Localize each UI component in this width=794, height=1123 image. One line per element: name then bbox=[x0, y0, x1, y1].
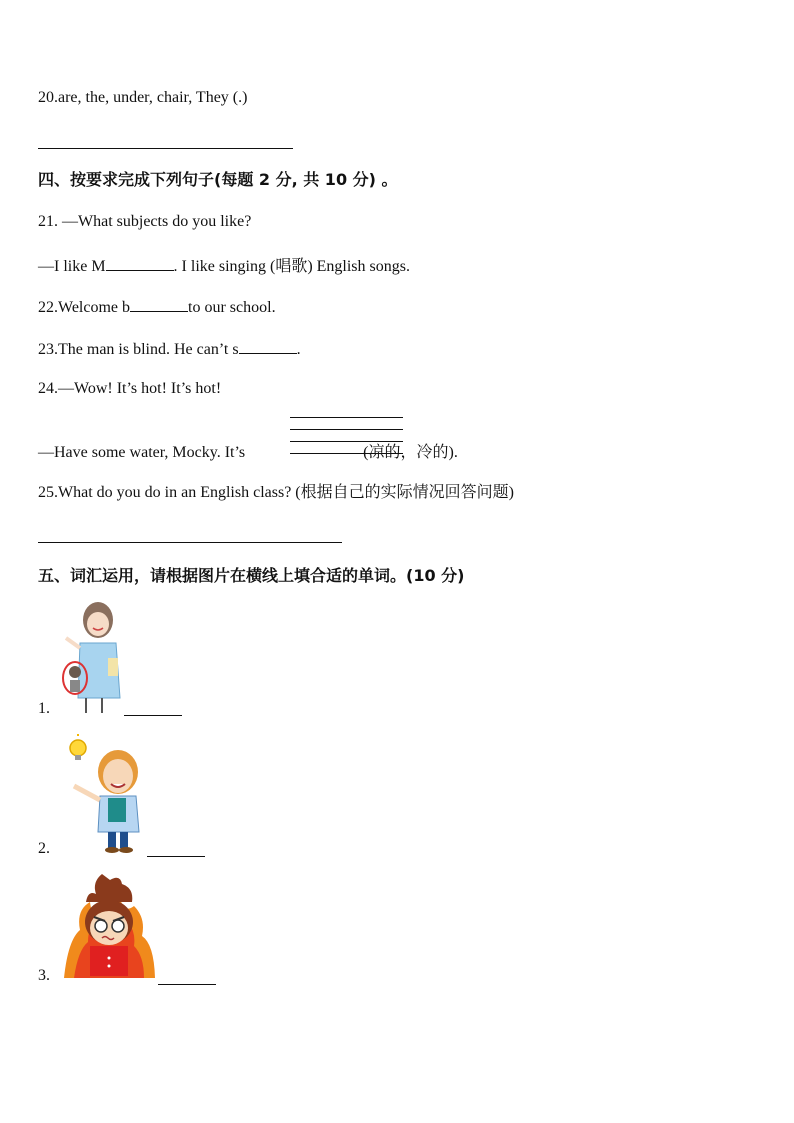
answer-line-20[interactable] bbox=[38, 148, 293, 149]
question-number: 25. bbox=[38, 484, 58, 501]
question-text-pre: Welcome b bbox=[58, 299, 131, 316]
picture-number-2: 2. bbox=[38, 840, 50, 857]
question-text-post: . bbox=[296, 341, 301, 358]
picture-answer-3[interactable] bbox=[158, 984, 216, 985]
answer-line-25[interactable] bbox=[38, 542, 342, 543]
question-21-answer bbox=[38, 255, 410, 277]
question-21 bbox=[38, 212, 251, 232]
answer-suffix: . I like singing (唱歌) English songs. bbox=[173, 258, 410, 275]
question-number: 24. bbox=[38, 380, 58, 397]
question-24-answer bbox=[38, 443, 458, 463]
boy-idea-lightbulb-icon bbox=[64, 734, 149, 859]
answer-prefix: —Have some water, Mocky. It’s bbox=[38, 444, 246, 461]
question-number: 21. bbox=[38, 213, 58, 230]
question-25 bbox=[38, 483, 514, 503]
question-text-post: to our school. bbox=[188, 299, 276, 316]
fill-blank-23[interactable] bbox=[239, 338, 297, 354]
question-20 bbox=[38, 88, 247, 108]
picture-number-1: 1. bbox=[38, 700, 50, 717]
question-text: —Wow! It’s hot! It’s hot! bbox=[58, 380, 222, 397]
angry-girl-fire-icon bbox=[62, 870, 157, 985]
question-number: 23. bbox=[38, 341, 58, 358]
fill-blank-22[interactable] bbox=[130, 296, 188, 312]
answer-suffix: (凉的，冷的). bbox=[363, 444, 458, 461]
question-text: What do you do in an English class? (根据自己的实际情况回答问题) bbox=[58, 484, 514, 501]
fill-blank-21[interactable] bbox=[106, 255, 174, 271]
question-22 bbox=[38, 296, 276, 318]
question-text-pre: The man is blind. He can’t s bbox=[58, 341, 239, 358]
picture-answer-1[interactable] bbox=[124, 715, 182, 716]
section-5-heading: 五、词汇运用，请根据图片在横线上填合适的单词。(10 分) bbox=[38, 566, 465, 585]
question-23 bbox=[38, 338, 301, 360]
question-number: 20. bbox=[38, 89, 58, 106]
question-24 bbox=[38, 379, 221, 399]
question-text: are, the, under, chair, They (.) bbox=[58, 89, 248, 106]
section-4-heading: 四、按要求完成下列句子(每题 2 分, 共 10 分) 。 bbox=[38, 170, 398, 189]
question-text: —What subjects do you like? bbox=[58, 213, 252, 230]
picture-number-3: 3. bbox=[38, 967, 50, 984]
question-number: 22. bbox=[38, 299, 58, 316]
picture-answer-2[interactable] bbox=[147, 856, 205, 857]
answer-prefix: —I like M bbox=[38, 258, 106, 275]
mother-child-icon bbox=[58, 598, 123, 718]
